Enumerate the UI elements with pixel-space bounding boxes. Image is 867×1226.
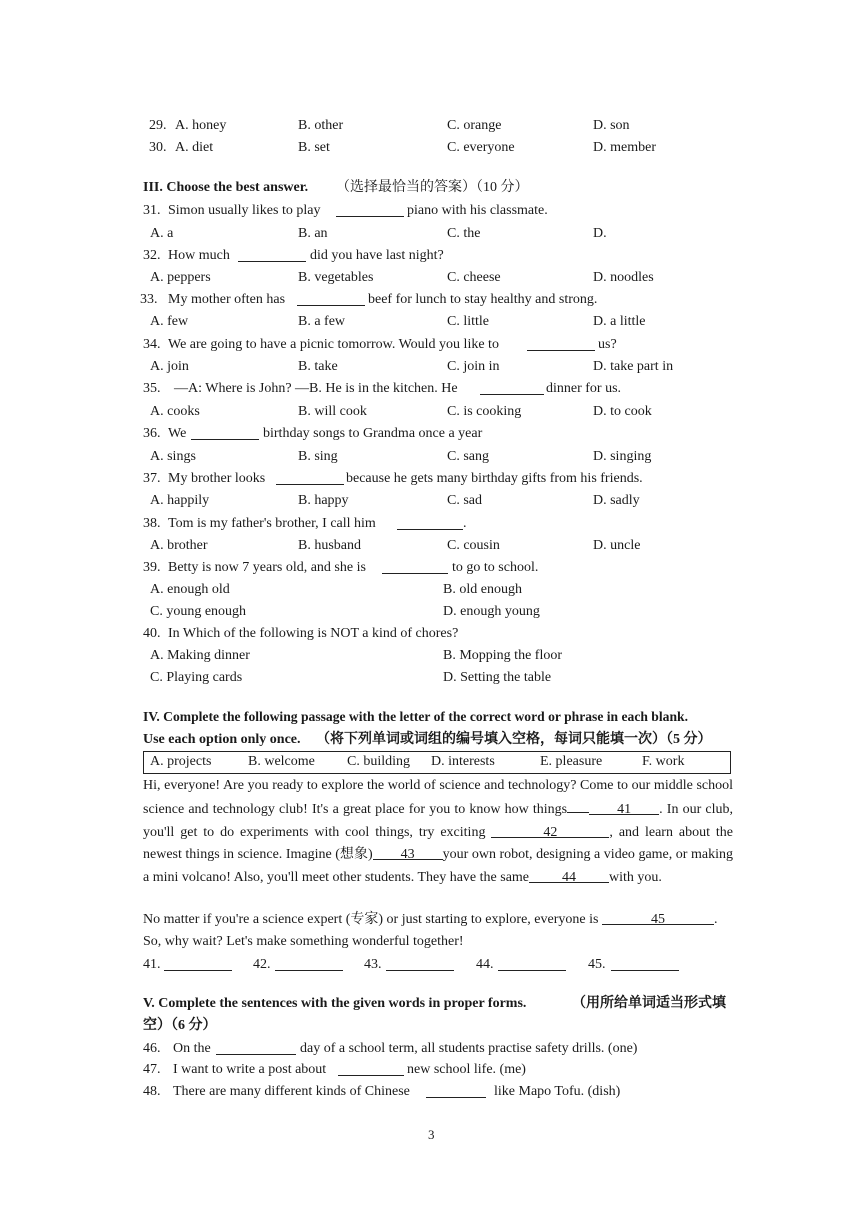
option-c: C. everyone <box>447 140 515 155</box>
option-c: C. sad <box>447 493 482 508</box>
passage-text: Hi, everyone! Are you ready to explore the world of science and technology? Come to our middle school science and technology club! It's a great place for you to know how things <box>143 778 733 818</box>
option-b: B. old enough <box>443 582 522 597</box>
question-text-post: to go to school. <box>452 560 539 575</box>
option-a: A. Making dinner <box>150 648 250 663</box>
question-text-post: day of a school term, all students practise safety drills. (one) <box>300 1041 638 1056</box>
option-d: D. son <box>593 118 630 133</box>
option-b: B. take <box>298 359 338 374</box>
answer-blank[interactable] <box>216 1039 296 1055</box>
question-text-pre: My mother often has <box>168 292 286 307</box>
answer-blank[interactable] <box>527 335 595 351</box>
option-a: A. join <box>150 359 189 374</box>
passage-paragraph-1: Hi, everyone! Are you ready to explore the world of science and technology? Come to our middle school science and technology club! It's a great place for you to know how things 41 . In our club, you'll get to do experiments with cool things, try exciting 42 , and learn about the newest things in science. Imagine (想象) 43 your own robot, designing a video game, or making a mini volcano! Also, you'll meet other students. They have the same 44 with you. <box>143 778 734 885</box>
option-a: A. few <box>150 314 189 329</box>
blank-43[interactable]: 43 <box>373 844 443 860</box>
question-number: 32. <box>143 248 161 263</box>
option-b: B. will cook <box>298 404 367 419</box>
option-a: A. cooks <box>150 404 200 419</box>
question-text-post: birthday songs to Grandma once a year <box>263 426 483 441</box>
word-options-box <box>143 751 731 774</box>
option-b: B. Mopping the floor <box>443 648 562 663</box>
word-option-f: F. work <box>642 754 685 769</box>
option-b: B. happy <box>298 493 349 508</box>
option-d: D. singing <box>593 449 652 464</box>
answer-blank[interactable] <box>338 1060 404 1076</box>
answer-blank[interactable] <box>426 1082 486 1098</box>
answer-blank-43[interactable] <box>386 955 454 971</box>
question-number: 38. <box>143 516 161 531</box>
question-number: 37. <box>143 471 161 486</box>
question-text-pre: We are going to have a picnic tomorrow. Would you like to <box>168 337 499 352</box>
option-a: A. diet <box>175 140 214 155</box>
answer-blank[interactable] <box>397 514 463 530</box>
section-3-title-cn: （选择最恰当的答案）（10 分） <box>336 180 529 195</box>
option-d: D. to cook <box>593 404 652 419</box>
question-number: 48. <box>143 1084 161 1099</box>
answer-blank-45[interactable] <box>611 955 679 971</box>
section-4-title-2: Use each option only once. <box>143 732 301 747</box>
option-d: D. uncle <box>593 538 641 553</box>
option-c: C. Playing cards <box>150 670 243 685</box>
question-text-pre: Simon usually likes to play <box>168 203 321 218</box>
section-3-title: III. Choose the best answer. <box>143 180 309 195</box>
question-text-pre: My brother looks <box>168 471 266 486</box>
passage-text: No matter if you're a science expert (专家) or just starting to explore, everyone is <box>143 912 599 927</box>
passage-text: your own robot, designing a video game, or making a mini volcano! Also, you'll meet other students. They have the same <box>143 847 733 885</box>
section-5-title: V. Complete the sentences with the given words in proper forms. <box>143 996 527 1011</box>
passage-text: with you. <box>609 869 662 885</box>
option-d: D. a little <box>593 314 646 329</box>
option-b: B. set <box>298 140 330 155</box>
option-d: D. Setting the table <box>443 670 552 685</box>
question-text-pre: Tom is my father's brother, I call him <box>168 516 376 531</box>
option-d: D. noodles <box>593 270 654 285</box>
answer-label: 43. <box>364 957 382 972</box>
answer-blank[interactable] <box>480 379 544 395</box>
question-number: 36. <box>143 426 161 441</box>
question-number: 46. <box>143 1041 161 1056</box>
option-c: C. the <box>447 226 481 241</box>
section-5-title-cn: （用所给单词适当形式填 <box>572 996 726 1011</box>
answer-label: 44. <box>476 957 494 972</box>
question-number: 39. <box>143 560 161 575</box>
question-text-pre: How much <box>168 248 230 263</box>
option-c: C. cousin <box>447 538 500 553</box>
option-c: C. sang <box>447 449 489 464</box>
passage-text: , and learn about the newest things in science. Imagine (想象) <box>143 824 734 863</box>
option-a: A. brother <box>150 538 208 553</box>
word-option-c: C. building <box>347 754 411 769</box>
blank-41[interactable]: 41 <box>589 799 659 815</box>
question-text-post: like Mapo Tofu. (dish) <box>494 1084 621 1099</box>
option-c: C. cheese <box>447 270 501 285</box>
option-d: D. enough young <box>443 604 540 619</box>
page-number: 3 <box>428 1127 435 1142</box>
section-5-title-cn-2: 空）（6 分） <box>143 1018 217 1033</box>
option-a: A. a <box>150 226 174 241</box>
question-text-post: . <box>463 516 467 531</box>
question-text-post: dinner for us. <box>546 381 622 396</box>
word-option-e: E. pleasure <box>540 754 603 769</box>
answer-label: 45. <box>588 957 606 972</box>
word-option-b: B. welcome <box>248 754 315 769</box>
option-d: D. member <box>593 140 656 155</box>
question-text-post: beef for lunch to stay healthy and strong. <box>368 292 598 307</box>
answer-label: 42. <box>253 957 271 972</box>
question-number: 47. <box>143 1062 161 1077</box>
option-a: A. sings <box>150 449 196 464</box>
passage-text: So, why wait? Let's make something wonderful together! <box>143 934 464 950</box>
blank-45[interactable]: 45 <box>602 909 714 925</box>
question-number: 31. <box>143 203 161 218</box>
question-number: 34. <box>143 337 161 352</box>
question-number: 40. <box>143 626 161 641</box>
word-option-d: D. interests <box>431 754 495 769</box>
answer-blank[interactable] <box>276 469 344 485</box>
section-4-title: IV. Complete the following passage with the letter of the correct word or phrase in each blank. <box>143 709 688 724</box>
option-d: D. <box>593 226 607 241</box>
word-option-a: A. projects <box>150 754 212 769</box>
option-b: B. a few <box>298 314 346 329</box>
answer-label: 41. <box>143 957 161 972</box>
answer-blank-42[interactable] <box>275 955 343 971</box>
answer-blank-41[interactable] <box>164 955 232 971</box>
question-text-pre: On the <box>173 1041 211 1056</box>
option-a: A. honey <box>175 118 227 133</box>
option-b: B. husband <box>298 538 361 553</box>
question-text-post: did you have last night? <box>310 248 444 263</box>
blank-42[interactable]: 42 <box>491 822 609 838</box>
answer-blank-44[interactable] <box>498 955 566 971</box>
passage-text: In our club, you'll get to do experiments with cool things, try exciting <box>143 802 734 840</box>
question-text-post: because he gets many birthday gifts from his friends. <box>346 471 643 486</box>
option-b: B. vegetables <box>298 270 374 285</box>
question-number: 30. <box>149 140 167 155</box>
option-c: C. join in <box>447 359 500 374</box>
question-text-pre: There are many different kinds of Chinese <box>173 1084 410 1099</box>
option-c: C. young enough <box>150 604 247 619</box>
option-b: B. other <box>298 118 344 133</box>
question-text-pre: I want to write a post about <box>173 1062 327 1077</box>
answer-blank[interactable] <box>297 290 365 306</box>
answer-blank[interactable] <box>382 558 448 574</box>
question-text-post: new school life. (me) <box>407 1062 526 1077</box>
option-a: A. enough old <box>150 582 230 597</box>
blank-44[interactable]: 44 <box>529 867 609 883</box>
answer-blank[interactable] <box>191 424 259 440</box>
answer-blank[interactable] <box>238 246 306 262</box>
answer-blank[interactable] <box>336 201 404 217</box>
section-4-title-cn: （将下列单词或词组的编号填入空格，每词只能填一次）（5 分） <box>316 732 712 747</box>
question-number: 33. <box>140 292 158 307</box>
option-a: A. peppers <box>150 270 211 285</box>
question-number: 35. <box>143 381 161 396</box>
question-text-pre: In Which of the following is NOT a kind of chores? <box>168 626 459 641</box>
option-a: A. happily <box>150 493 210 508</box>
question-number: 29. <box>149 118 167 133</box>
question-text-post: piano with his classmate. <box>407 203 548 218</box>
option-d: D. take part in <box>593 359 674 374</box>
option-c: C. orange <box>447 118 502 133</box>
option-c: C. is cooking <box>447 404 522 419</box>
question-text-pre: Betty is now 7 years old, and she is <box>168 560 366 575</box>
option-c: C. little <box>447 314 489 329</box>
passage-paragraph-2: No matter if you're a science expert (专家) or just starting to explore, everyone is 45 . So, why wait? Let's make something wonderful together! <box>143 909 733 954</box>
question-text-pre: We <box>168 426 187 441</box>
question-text-post: us? <box>598 337 617 352</box>
option-d: D. sadly <box>593 493 640 508</box>
question-text-pre: —A: Where is John? —B. He is in the kitchen. He <box>174 381 458 396</box>
option-b: B. sing <box>298 449 338 464</box>
option-b: B. an <box>298 226 328 241</box>
